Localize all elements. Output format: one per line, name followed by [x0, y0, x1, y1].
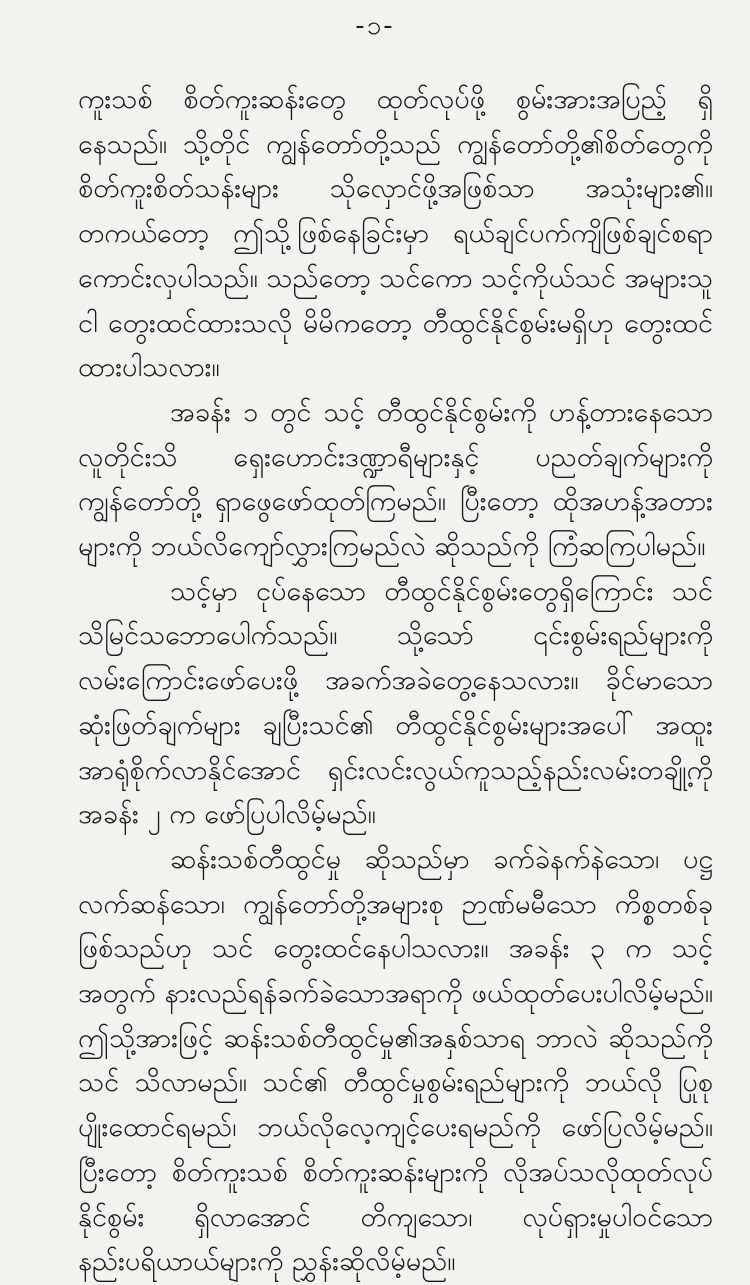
paragraph-4: ဆန်းသစ်တီထွင်မှု ဆိုသည်မှာ ခက်ခဲနက်နဲသော၊ ပဋ္ဌလက်ဆန်သော၊ ကျွန်တော်တို့အများစု ဉာဏ်မမီသော ကိစ္စတစ်ခုဖြစ်သည်ဟု သင် တွေးထင်နေပါသလား။ အခန်း ၃ က သင့်အတွက် နားလည်ရန်ခက်ခဲသောအရာကို ဖယ်ထုတ်ပေးပါလိမ့်မည်။ ဤသို့အားဖြင့် ဆန်းသစ်တီထွင်မှု၏အနှစ်သာရ ဘာလဲ ဆိုသည်ကို သင် သိလာမည်။ သင်၏ တီထွင်မှုစွမ်းရည်များကို ဘယ်လို ပြုစုပျိုးထောင်ရမည်၊ ဘယ်လိုလေ့ကျင့်ပေးရမည်ကို ဖော်ပြလိမ့်မည်။ ပြီးတော့ စိတ်ကူးသစ် စိတ်ကူးဆန်းများကို လိုအပ်သလိုထုတ်လုပ်နိုင်စွမ်း ရှိလာအောင် တိကျသော၊ လုပ်ရှားမှုပါဝင်သော နည်းပရိယာယ်များကို ညွှန်းဆိုလိမ့်မည်။: [78, 843, 713, 1278]
paragraph-3: သင့်မှာ ငုပ်နေသော တီထွင်နိုင်စွမ်းတွေရှိကြောင်း သင် သိမြင်သဘောပေါက်သည်။ သို့သော် ၎င်းစွမ်းရည်များကို လမ်းကြောင်းဖော်ပေးဖို့ အခက်အခဲတွေ့နေသလား။ ခိုင်မာသောဆုံးဖြတ်ချက်များ ချပြီးသင်၏ တီထွင်နိုင်စွမ်းများအပေါ် အထူးအာရုံစိုက်လာနိုင်အောင် ရှင်းလင်းလွယ်ကူသည့်နည်းလမ်းတချို့ကို အခန်း ၂ က ဖော်ပြပါလိမ့်မည်။: [78, 575, 713, 831]
paragraph-2: အခန်း ၁ တွင် သင့် တီထွင်နိုင်စွမ်းကို ဟန့်တားနေသော လူတိုင်းသိ ရှေးဟောင်းဒဏ္ဍာရီများနှင့် ပညတ်ချက်များကို ကျွန်တော်တို့ ရှာဖွေဖော်ထုတ်ကြမည်။ ပြီးတော့ ထိုအဟန့်အတားများကို ဘယ်လိကျော်လွှားကြမည်လဲ ဆိုသည်ကို ကြံဆကြပါမည်။: [78, 396, 713, 563]
page-number: -၁-: [355, 11, 395, 41]
paragraph-1: ကူးသစ် စိတ်ကူးဆန်းတွေ ထုတ်လုပ်ဖို့ စွမ်းအားအပြည့် ရှိနေသည်။ သို့တိုင် ကျွန်တော်တို့သည် ကျွန်တော်တို့၏စိတ်တွေကို စိတ်ကူးစိတ်သန်းများ သိုလှောင်ဖို့အဖြစ်သာ အသုံးများ၏။ တကယ်တော့ ဤသို့ဖြစ်နေခြင်းမှာ ရယ်ချင်ပက်ကျိဖြစ်ချင်စရာ ကောင်းလှပါသည်။ သည်တော့ သင်ကော သင့်ကိုယ်သင် အများသူငါ တွေးထင်ထားသလို မိမိကတော့ တီထွင်နိုင်စွမ်းမရှိဟု တွေးထင်ထားပါသလား။: [78, 84, 713, 384]
body-text: [78, 78, 713, 1285]
